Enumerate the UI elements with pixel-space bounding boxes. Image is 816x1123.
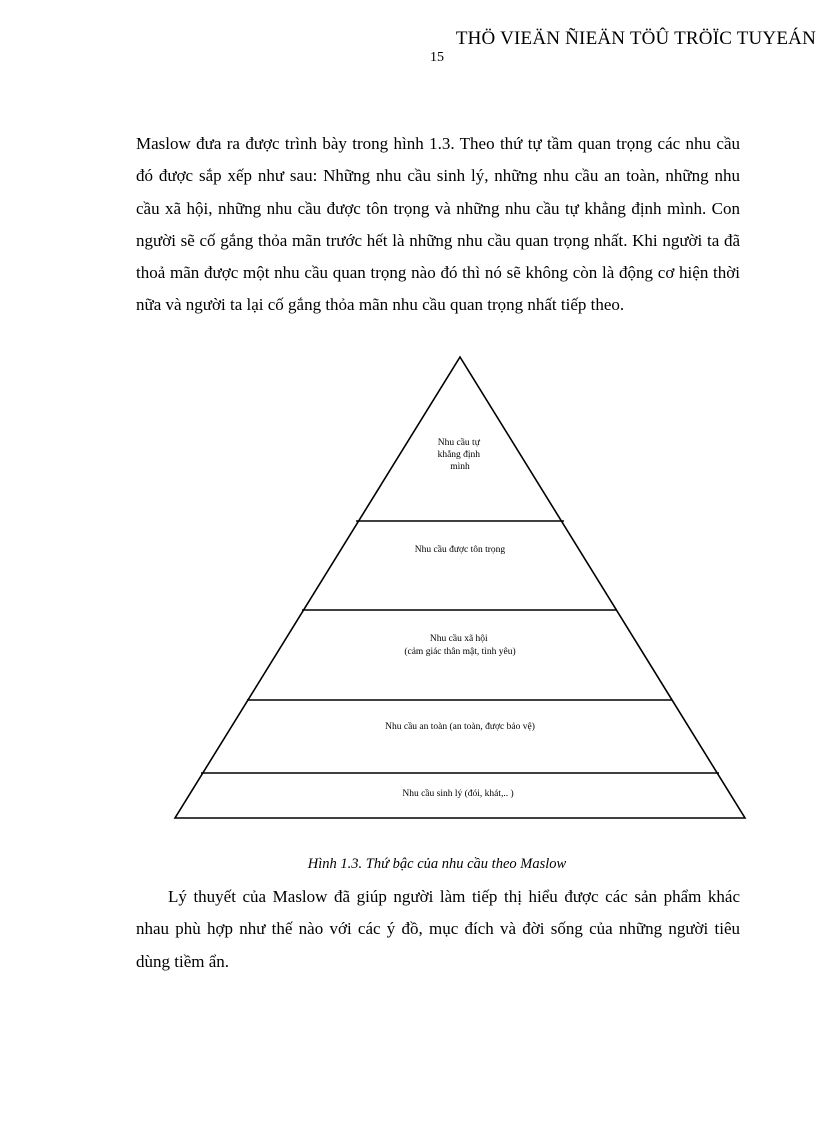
running-header: THÖ VIEÄN ÑIEÄN TÖÛ TRÖÏC TUYEÁN [455,28,816,49]
pyramid-level-5-label: Nhu cầu sinh lý (đói, khát,.. ) [402,789,514,799]
figure-caption: Hình 1.3. Thứ bậc của nhu cầu theo Maslow [307,856,567,872]
pyramid-outline [175,357,745,818]
page-number: 15 [430,50,444,65]
pyramid-level-1-label: Nhu cầu tự khẳng định mình [437,438,481,472]
pyramid-level-4-label: Nhu cầu an toàn (an toàn, được bảo vệ) [385,722,535,732]
body-paragraph-1: Maslow đưa ra được trình bày trong hình 1.3. Theo thứ tự tầm quan trọng các nhu cầu đó được sắp xếp như sau: Những nhu cầu sinh lý, những nhu cầu an toàn, những nhu cầu xã hội, những nhu cầu được tôn trọng và những nhu cầu tự khẳng định mình. Con người sẽ cố gắng thỏa mãn trước hết là những nhu cầu quan trọng nhất. Khi người ta đã thoả mãn được một nhu cầu quan trọng nào đó thì nó sẽ không còn là động cơ hiện thời nữa và người ta lại cố gắng thỏa mãn nhu cầu quan trọng nhất tiếp theo. [136,134,740,315]
pyramid-level-2-label: Nhu cầu được tôn trọng [414,545,506,555]
body-paragraph-2: Lý thuyết của Maslow đã giúp người làm tiếp thị hiểu được các sản phẩm khác nhau phù hợp như thế nào với các ý đồ, mục đích và đời sống của những người tiêu dùng tiềm ẩn. [136,887,740,971]
pyramid-level-3-label: Nhu cầu xã hội (cảm giác thân mật, tình yêu) [404,634,516,657]
